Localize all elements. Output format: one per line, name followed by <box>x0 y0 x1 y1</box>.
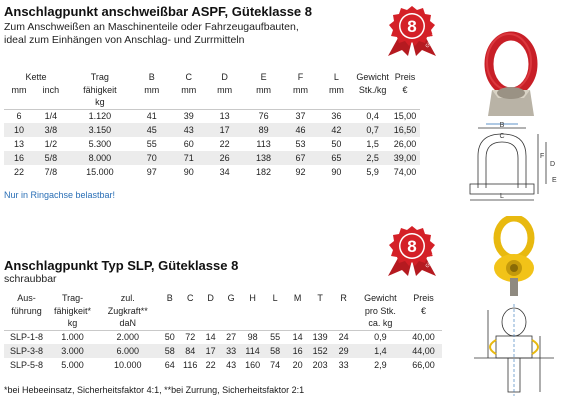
table-cell: 60 <box>183 139 194 149</box>
header-pro-stk: pro Stk. <box>356 304 405 317</box>
drawing-label-f: F <box>540 153 545 160</box>
section2-subtitle: schraubbar <box>4 273 57 285</box>
table-cell: 1/2 <box>44 139 58 149</box>
aspf-table-row <box>4 109 420 123</box>
table-cell: 74 <box>270 360 281 370</box>
table-cell: 10 <box>4 123 34 137</box>
table-cell: 6 <box>16 111 22 122</box>
table-cell: 20 <box>292 360 303 370</box>
header2-kg: kg <box>49 317 96 330</box>
header-faehigkeit2: fähigkeit* <box>49 304 96 317</box>
quality-class-badge-1 <box>378 4 446 56</box>
table-cell: 50 <box>164 332 175 343</box>
header-faehigkeit: fähigkeit <box>68 83 132 96</box>
table-cell: 15.000 <box>86 167 114 177</box>
aspf-table-row <box>4 137 420 151</box>
table-cell: 55 <box>270 332 281 343</box>
table-cell: 13 <box>219 111 230 122</box>
aspf-table-row <box>4 151 420 165</box>
header-unit-e: mm <box>244 83 284 96</box>
aspf-table-row <box>4 123 420 137</box>
slp-table-row <box>4 344 442 358</box>
table-cell: 160 <box>245 360 261 370</box>
table-cell: 17 <box>206 123 244 137</box>
header-d: D <box>206 70 244 83</box>
drawing-label-c: C <box>499 133 505 140</box>
table-cell: 67 <box>284 151 318 165</box>
badge-1-number: 8 <box>407 17 417 36</box>
header2-gewicht: Gewicht <box>356 291 405 304</box>
quality-class-badge-2 <box>378 224 446 276</box>
table-cell: 39,00 <box>390 151 420 165</box>
badge-2-text: Güteklasse <box>424 244 443 269</box>
table-cell: 90 <box>331 167 342 177</box>
table-cell: 3.150 <box>68 123 132 137</box>
header-f: F <box>284 70 318 83</box>
table-cell: 58 <box>264 344 287 358</box>
header-zugkraft: Zugkraft** <box>96 304 159 317</box>
header2-t: T <box>309 291 332 304</box>
header-preis: Preis <box>390 70 420 83</box>
header-inch: inch <box>34 83 68 96</box>
table-cell: 36 <box>331 111 342 122</box>
header-stk-kg: Stk./kg <box>355 83 390 96</box>
table-cell: SLP-3-8 <box>4 344 49 358</box>
table-cell: 2,9 <box>374 360 387 370</box>
drawing-label-d: D <box>550 161 556 168</box>
header-unit-b: mm <box>132 83 172 96</box>
header-aus: Aus- <box>4 291 49 304</box>
table-cell: 139 <box>312 332 328 343</box>
badge-1-text: Güteklasse <box>424 24 443 49</box>
table-cell: 6.000 <box>96 344 159 358</box>
table-cell: 114 <box>241 344 264 358</box>
header-dan: daN <box>96 317 159 330</box>
table-cell: 70 <box>132 151 172 165</box>
aspf-product-image <box>478 28 548 123</box>
header-fuehrung: führung <box>4 304 49 317</box>
slp-product-image <box>488 216 540 298</box>
table-cell: 50 <box>331 139 342 149</box>
table-cell: 39 <box>183 111 194 122</box>
header-c: C <box>172 70 206 83</box>
table-cell: 5/8 <box>34 151 68 165</box>
table-cell: 76 <box>258 111 269 122</box>
header2-euro: € <box>405 304 442 317</box>
table-cell: 53 <box>295 139 306 149</box>
table-cell: 72 <box>185 332 196 343</box>
table-cell: 8.000 <box>68 151 132 165</box>
table-cell: 42 <box>317 123 355 137</box>
table-cell: 24 <box>338 332 349 343</box>
table-cell: 46 <box>284 123 318 137</box>
table-cell: 58 <box>160 344 180 358</box>
table-cell: SLP-1-8 <box>9 332 44 343</box>
table-cell: 1/4 <box>44 111 58 122</box>
header2-m: M <box>286 291 309 304</box>
table-cell: 17 <box>200 344 220 358</box>
table-cell: 1.120 <box>88 111 112 122</box>
table-cell: 0,4 <box>366 111 379 122</box>
table-cell: 26,00 <box>393 139 417 149</box>
slp-table-row <box>4 330 442 344</box>
header2-r: R <box>331 291 356 304</box>
table-cell: 14 <box>205 332 216 343</box>
table-cell: 22 <box>219 139 230 149</box>
header-ca-kg: ca. kg <box>356 317 405 330</box>
aspf-spec-table <box>4 70 420 179</box>
table-cell: 55 <box>146 139 157 149</box>
header2-h: H <box>241 291 264 304</box>
header2-c: C <box>180 291 200 304</box>
header-zul: zul. <box>96 291 159 304</box>
table-cell: 2.000 <box>116 332 140 343</box>
drawing-label-b: B <box>499 122 505 129</box>
table-cell: 33 <box>221 344 241 358</box>
table-cell: 203 <box>312 360 328 370</box>
badge-2-number: 8 <box>407 237 417 256</box>
section1-subtitle-line2: ideal zum Einhängen von Anschlag- und Zurrmitteln <box>4 34 245 46</box>
table-cell: 22 <box>13 167 24 177</box>
table-cell: 90 <box>183 167 194 177</box>
header2-g: G <box>221 291 241 304</box>
table-cell: 44,00 <box>405 344 442 358</box>
table-cell: 1,4 <box>356 344 405 358</box>
header-trag: Trag <box>68 70 132 83</box>
drawing-label-l: L <box>500 193 504 200</box>
header-gewicht: Gewicht <box>356 71 389 82</box>
table-cell: 2,5 <box>355 151 390 165</box>
table-cell: 7/8 <box>44 167 58 177</box>
table-cell: 92 <box>295 167 306 177</box>
table-cell: 97 <box>146 167 157 177</box>
table-cell: 3.000 <box>49 344 96 358</box>
table-cell: 43 <box>226 360 237 370</box>
table-cell: 89 <box>244 123 284 137</box>
table-cell: 43 <box>172 123 206 137</box>
table-cell: 65 <box>317 151 355 165</box>
table-cell: 26 <box>206 151 244 165</box>
section1-subtitle-line1: Zum Anschweißen an Maschinenteile oder Fahrzeugaufbauten, <box>4 21 299 33</box>
table-cell: 1.000 <box>61 332 84 343</box>
table-cell: 74,00 <box>393 167 417 177</box>
table-cell: 16 <box>4 151 34 165</box>
table-cell: 33 <box>338 360 349 370</box>
header2-b: B <box>160 291 180 304</box>
header2-preis: Preis <box>405 291 442 304</box>
safety-factor-footnote: *bei Hebeeinsatz, Sicherheitsfaktor 4:1, **bei Zurrung, Sicherheitsfaktor 2:1 <box>4 385 305 395</box>
table-cell: 5,9 <box>366 167 379 177</box>
header2-d: D <box>200 291 220 304</box>
table-cell: 152 <box>309 344 332 358</box>
header-kg: kg <box>68 96 132 109</box>
table-cell: 29 <box>331 344 356 358</box>
table-cell: 16 <box>286 344 309 358</box>
table-cell: 84 <box>180 344 200 358</box>
header-e: E <box>244 70 284 83</box>
slp-table-row <box>4 358 442 372</box>
table-cell: 3/8 <box>34 123 68 137</box>
table-cell: 34 <box>219 167 230 177</box>
aspf-table-row <box>4 165 420 179</box>
table-cell: 64 <box>164 360 175 370</box>
header-euro: € <box>390 83 420 96</box>
table-cell: 14 <box>292 332 303 343</box>
table-cell: 5.300 <box>88 139 112 149</box>
table-cell: 41 <box>146 111 157 122</box>
table-cell: 27 <box>226 332 237 343</box>
table-cell: 138 <box>244 151 284 165</box>
table-cell: 113 <box>256 139 271 149</box>
table-cell: 40,00 <box>412 332 435 343</box>
header-unit-c: mm <box>172 83 206 96</box>
table-cell: 71 <box>172 151 206 165</box>
header-l: L <box>317 70 355 83</box>
table-cell: 22 <box>205 360 216 370</box>
table-cell: SLP-5-8 <box>9 360 44 370</box>
table-cell: 10.000 <box>114 360 142 370</box>
table-cell: 98 <box>247 332 258 343</box>
table-cell: 15,00 <box>393 111 417 122</box>
table-cell: 182 <box>256 167 272 177</box>
aspf-technical-drawing <box>462 122 560 202</box>
header-unit-d: mm <box>206 83 244 96</box>
header2-l: L <box>264 291 287 304</box>
slp-spec-table <box>4 291 442 372</box>
header-kette: Kette <box>4 70 68 83</box>
table-cell: 16,50 <box>390 123 420 137</box>
section1-title: Anschlagpunkt anschweißbar ASPF, Güteklasse 8 <box>4 4 313 19</box>
table-cell: 45 <box>132 123 172 137</box>
header-unit-l: mm <box>317 83 355 96</box>
table-cell: 5.000 <box>61 360 84 370</box>
header-mm: mm <box>4 83 34 96</box>
drawing-label-e: E <box>552 177 557 184</box>
table-cell: 1,5 <box>366 139 379 149</box>
table-cell: 116 <box>183 360 198 370</box>
section2-title: Anschlagpunkt Typ SLP, Güteklasse 8 <box>4 258 239 273</box>
header-b: B <box>132 70 172 83</box>
table-cell: 0,9 <box>374 332 387 343</box>
ring-axis-note: Nur in Ringachse belastbar! <box>4 190 116 200</box>
header-unit-f: mm <box>284 83 318 96</box>
table-cell: 0,7 <box>355 123 390 137</box>
slp-technical-drawing <box>470 300 558 400</box>
header-trag2: Trag- <box>49 291 96 304</box>
table-cell: 37 <box>295 111 306 122</box>
table-cell: 13 <box>13 139 24 149</box>
table-cell: 66,00 <box>412 360 435 370</box>
